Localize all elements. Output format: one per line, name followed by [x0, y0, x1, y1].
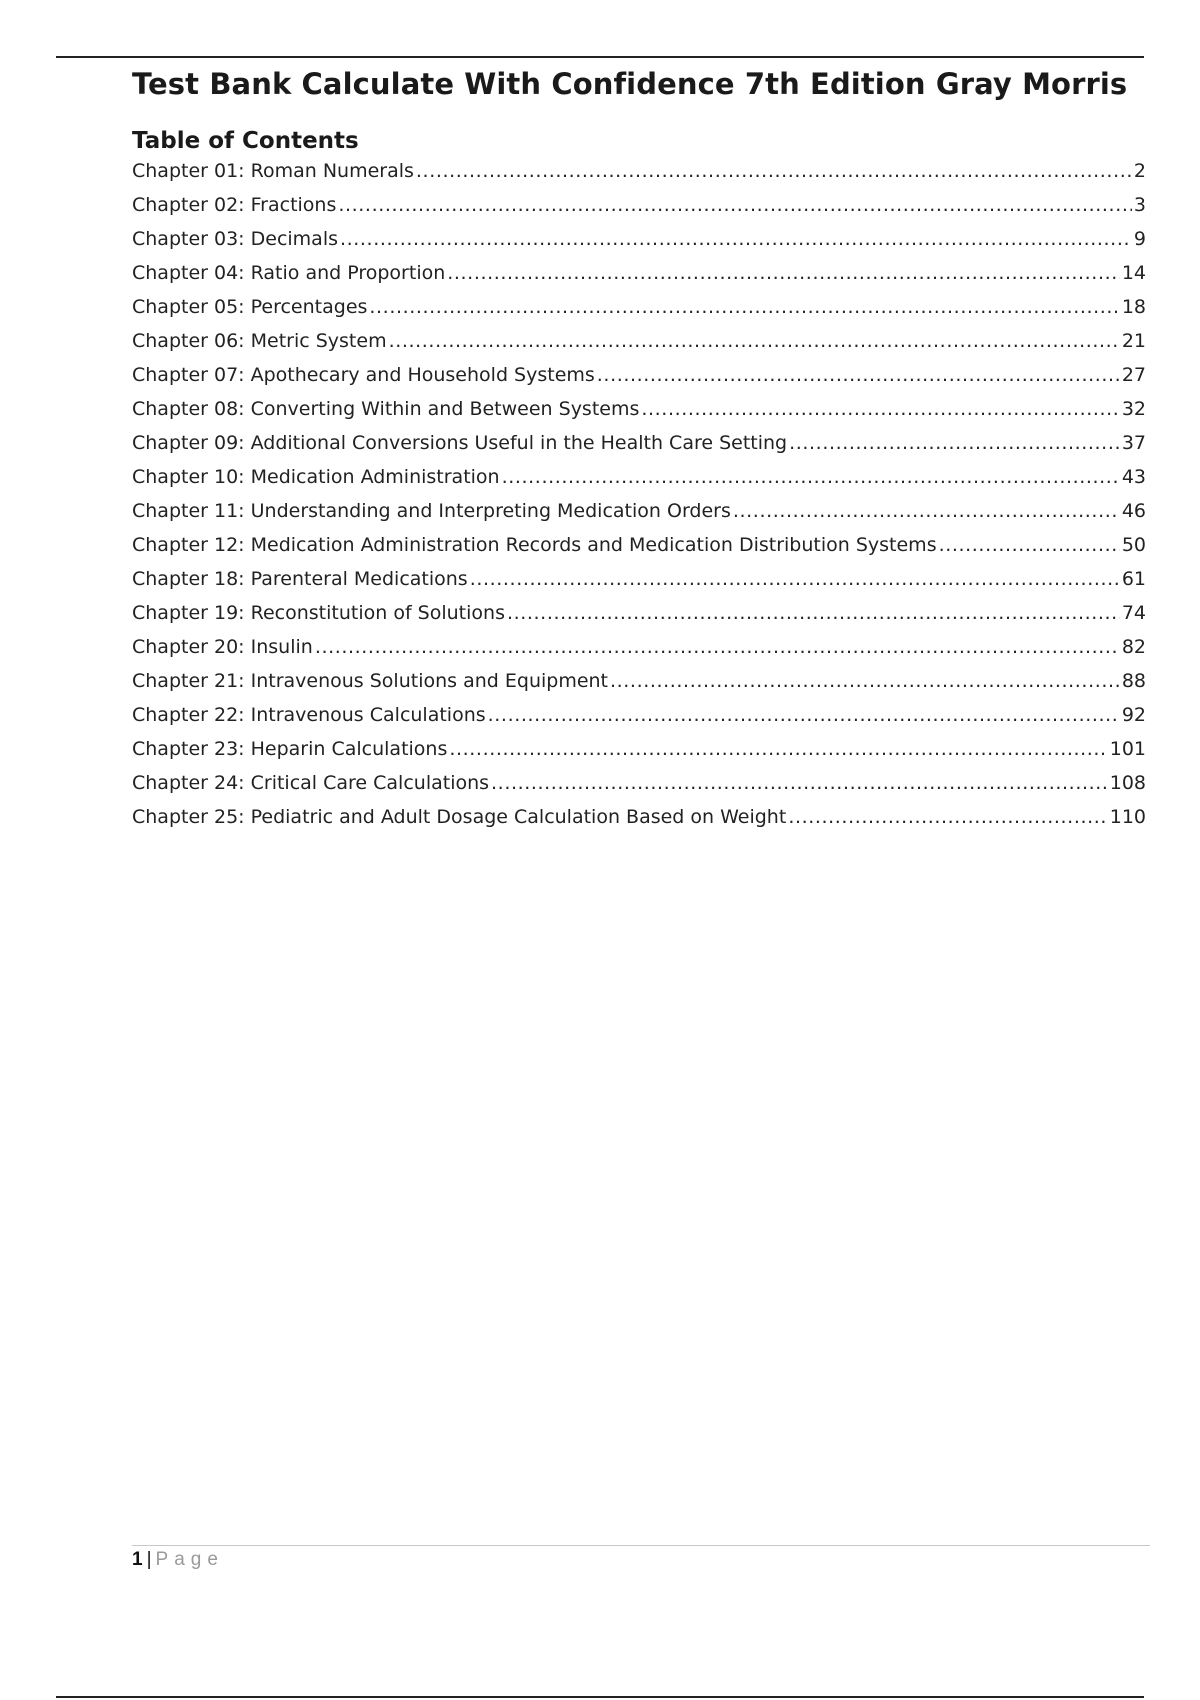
- toc-entry-label: Chapter 10: Medication Administration: [132, 466, 500, 488]
- toc-heading: Table of Contents: [132, 128, 359, 154]
- toc-entry-chapter-21[interactable]: [132, 664, 1146, 698]
- toc-entry-chapter-03[interactable]: [132, 222, 1146, 256]
- footer-separator: |: [146, 1549, 152, 1570]
- toc-dot-leader: [502, 460, 1120, 494]
- toc-entry-page: 74: [1121, 602, 1146, 624]
- toc-entry-label: Chapter 01: Roman Numerals: [132, 160, 414, 182]
- toc-entry-page: 9: [1133, 228, 1146, 250]
- toc-dot-leader: [369, 290, 1119, 324]
- toc-entry-label: Chapter 21: Intravenous Solutions and Equipment: [132, 670, 609, 692]
- bottom-border-line: [56, 1696, 1144, 1698]
- toc-dot-leader: [338, 188, 1132, 222]
- toc-entry-page: 46: [1121, 500, 1146, 522]
- toc-entry-chapter-24[interactable]: [132, 766, 1146, 800]
- toc-entry-page: 110: [1109, 806, 1146, 828]
- toc-entry-page: 21: [1121, 330, 1146, 352]
- toc-entry-page: 50: [1121, 534, 1146, 556]
- toc-entry-label: Chapter 05: Percentages: [132, 296, 368, 318]
- toc-dot-leader: [597, 358, 1120, 392]
- page-footer: [132, 1547, 224, 1573]
- toc-entry-page: 61: [1121, 568, 1146, 590]
- footer-divider: [132, 1545, 1150, 1546]
- toc-entry-label: Chapter 24: Critical Care Calculations: [132, 772, 490, 794]
- toc-dot-leader: [488, 698, 1120, 732]
- toc-entry-chapter-01[interactable]: [132, 154, 1146, 188]
- toc-entry-label: Chapter 18: Parenteral Medications: [132, 568, 468, 590]
- table-of-contents: [132, 154, 1146, 834]
- toc-entry-chapter-23[interactable]: [132, 732, 1146, 766]
- toc-entry-label: Chapter 20: Insulin: [132, 636, 313, 658]
- toc-dot-leader: [507, 596, 1120, 630]
- toc-entry-page: 18: [1121, 296, 1146, 318]
- toc-entry-chapter-06[interactable]: [132, 324, 1146, 358]
- toc-entry-label: Chapter 04: Ratio and Proportion: [132, 262, 446, 284]
- toc-dot-leader: [449, 732, 1107, 766]
- toc-entry-page: 2: [1133, 160, 1146, 182]
- toc-dot-leader: [470, 562, 1120, 596]
- toc-entry-chapter-08[interactable]: [132, 392, 1146, 426]
- toc-dot-leader: [788, 800, 1107, 834]
- toc-entry-label: Chapter 03: Decimals: [132, 228, 338, 250]
- toc-entry-page: 108: [1109, 772, 1146, 794]
- toc-entry-page: 37: [1121, 432, 1146, 454]
- toc-entry-label: Chapter 25: Pediatric and Adult Dosage Calculation Based on Weight: [132, 806, 787, 828]
- toc-entry-label: Chapter 06: Metric System: [132, 330, 387, 352]
- toc-entry-chapter-12[interactable]: [132, 528, 1146, 562]
- toc-entry-label: Chapter 23: Heparin Calculations: [132, 738, 448, 760]
- toc-dot-leader: [610, 664, 1120, 698]
- toc-dot-leader: [789, 426, 1120, 460]
- top-border-line: [56, 56, 1144, 58]
- toc-entry-label: Chapter 11: Understanding and Interpreting Medication Orders: [132, 500, 731, 522]
- toc-dot-leader: [641, 392, 1119, 426]
- toc-dot-leader: [733, 494, 1120, 528]
- toc-entry-label: Chapter 08: Converting Within and Between Systems: [132, 398, 640, 420]
- toc-entry-page: 27: [1121, 364, 1146, 386]
- toc-entry-chapter-07[interactable]: [132, 358, 1146, 392]
- toc-entry-chapter-18[interactable]: [132, 562, 1146, 596]
- toc-entry-page: 88: [1121, 670, 1146, 692]
- toc-entry-page: 3: [1133, 194, 1146, 216]
- toc-entry-label: Chapter 02: Fractions: [132, 194, 337, 216]
- toc-dot-leader: [447, 256, 1120, 290]
- toc-entry-label: Chapter 07: Apothecary and Household Systems: [132, 364, 595, 386]
- toc-dot-leader: [315, 630, 1120, 664]
- toc-entry-label: Chapter 19: Reconstitution of Solutions: [132, 602, 505, 624]
- toc-entry-page: 14: [1121, 262, 1146, 284]
- toc-entry-chapter-09[interactable]: [132, 426, 1146, 460]
- footer-page-number: 1: [132, 1549, 143, 1570]
- toc-dot-leader: [416, 154, 1132, 188]
- toc-entry-page: 43: [1121, 466, 1146, 488]
- toc-entry-chapter-11[interactable]: [132, 494, 1146, 528]
- toc-entry-page: 92: [1121, 704, 1146, 726]
- toc-entry-label: Chapter 09: Additional Conversions Useful in the Health Care Setting: [132, 432, 788, 454]
- toc-dot-leader: [389, 324, 1120, 358]
- footer-page-word: Page: [155, 1549, 224, 1570]
- document-title: Test Bank Calculate With Confidence 7th Edition Gray Morris: [132, 67, 1128, 101]
- toc-entry-chapter-10[interactable]: [132, 460, 1146, 494]
- toc-entry-chapter-19[interactable]: [132, 596, 1146, 630]
- toc-entry-chapter-04[interactable]: [132, 256, 1146, 290]
- toc-entry-chapter-25[interactable]: [132, 800, 1146, 834]
- toc-entry-page: 32: [1121, 398, 1146, 420]
- toc-entry-chapter-05[interactable]: [132, 290, 1146, 324]
- toc-entry-chapter-02[interactable]: [132, 188, 1146, 222]
- toc-dot-leader: [939, 528, 1120, 562]
- toc-dot-leader: [340, 222, 1132, 256]
- toc-entry-chapter-20[interactable]: [132, 630, 1146, 664]
- toc-entry-page: 101: [1109, 738, 1146, 760]
- toc-entry-page: 82: [1121, 636, 1146, 658]
- toc-dot-leader: [491, 766, 1108, 800]
- toc-entry-label: Chapter 22: Intravenous Calculations: [132, 704, 486, 726]
- toc-entry-chapter-22[interactable]: [132, 698, 1146, 732]
- toc-entry-label: Chapter 12: Medication Administration Records and Medication Distribution Systems: [132, 534, 937, 556]
